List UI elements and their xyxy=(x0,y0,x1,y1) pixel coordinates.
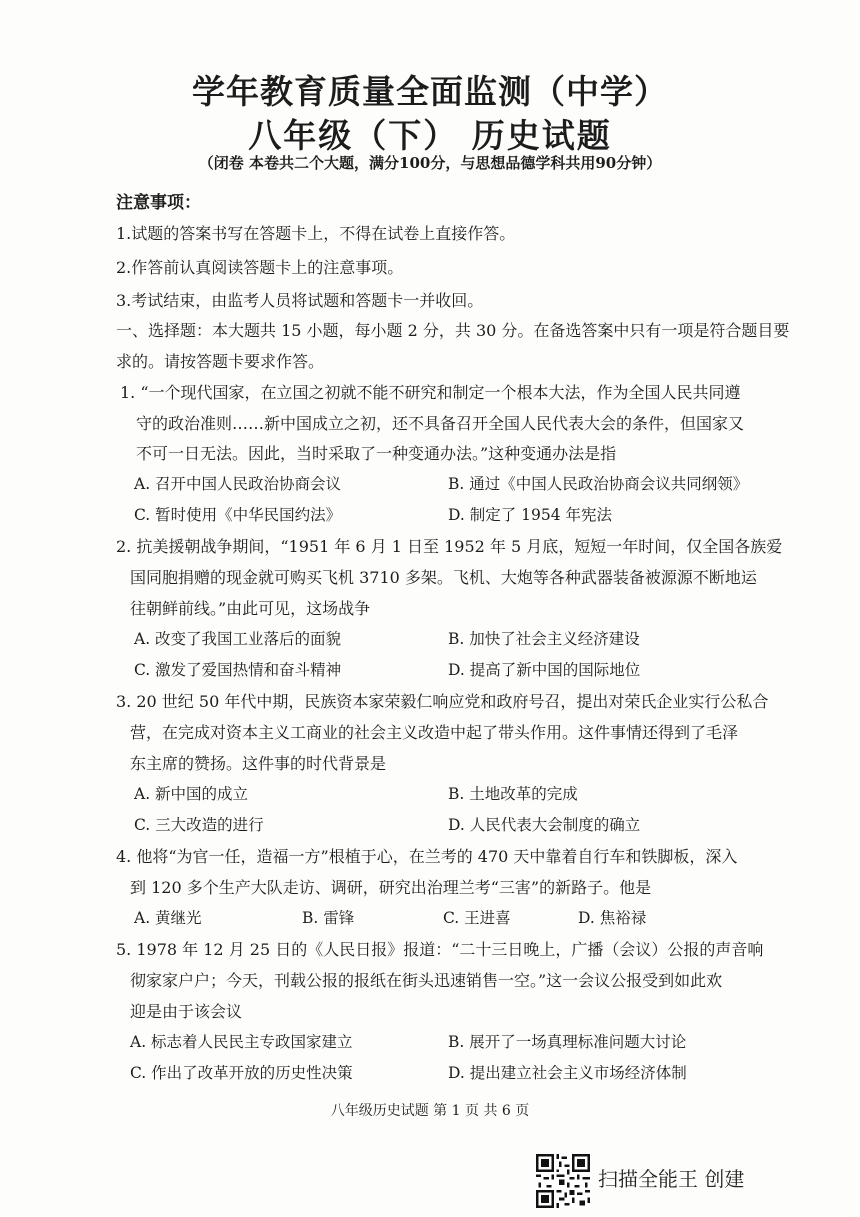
question-2-option-c: C. 激发了爱国热情和奋斗精神 xyxy=(134,661,342,679)
question-5-option-d: D. 提出建立社会主义市场经济体制 xyxy=(448,1064,687,1082)
question-4-option-b: B. 雷锋 xyxy=(302,909,355,927)
question-1-text: 不可一日无法。因此，当时采取了一种变通办法。”这种变通办法是指 xyxy=(136,444,617,463)
notice-item: 2.作答前认真阅读答题卡上的注意事项。 xyxy=(116,258,404,277)
section-heading: 一、选择题：本大题共 15 小题，每小题 2 分，共 30 分。在备选答案中只有一项是符合题目要 xyxy=(116,321,790,340)
notice-heading: 注意事项： xyxy=(116,193,201,213)
question-3-text: 营，在完成对资本主义工商业的社会主义改造中起了带头作用。这件事情还得到了毛泽 xyxy=(130,723,739,742)
question-1-option-d: D. 制定了 1954 年宪法 xyxy=(448,506,613,524)
question-3-text: 3. 20 世纪 50 年代中期，民族资本家荣毅仁响应党和政府号召，提出对荣氏企业实行公私合 xyxy=(116,692,769,711)
question-2-text: 国同胞捐赠的现金就可购买飞机 3710 多架。飞机、大炮等各种武器装备被源源不断地运 xyxy=(130,568,757,587)
question-4-text: 到 120 多个生产大队走访、调研，研究出治理兰考“三害”的新路子。他是 xyxy=(130,878,652,897)
question-2-text: 往朝鲜前线。”由此可见，这场战争 xyxy=(130,599,371,618)
question-2-option-b: B. 加快了社会主义经济建设 xyxy=(448,630,640,648)
question-1-option-a: A. 召开中国人民政治协商会议 xyxy=(134,475,342,493)
question-3-option-d: D. 人民代表大会制度的确立 xyxy=(448,816,641,834)
question-5-option-a: A. 标志着人民民主专政国家建立 xyxy=(130,1033,353,1051)
section-heading-cont: 求的。请按答题卡要求作答。 xyxy=(116,352,325,371)
question-5-text: 迎是由于该会议 xyxy=(130,1002,243,1021)
question-4-text: 4. 他将“为官一任，造福一方”根植于心，在兰考的 470 天中靠着自行车和铁脚板，深入 xyxy=(116,847,738,866)
question-4-option-d: D. 焦裕禄 xyxy=(578,909,647,927)
question-1-text: 守的政治准则……新中国成立之初，还不具备召开全国人民代表大会的条件，但国家又 xyxy=(136,414,745,433)
notice-item: 1.试题的答案书写在答题卡上，不得在试卷上直接作答。 xyxy=(116,224,516,243)
question-3-option-b: B. 土地改革的完成 xyxy=(448,785,578,803)
exam-subtitle: 八年级（下） 历史试题 xyxy=(248,116,612,155)
question-2-option-d: D. 提高了新中国的国际地位 xyxy=(448,661,641,679)
question-4-option-a: A. 黄继光 xyxy=(134,909,202,927)
question-5-option-c: C. 作出了改革开放的历史性决策 xyxy=(130,1064,353,1082)
page-footer: 八年级历史试题 第 1 页 共 6 页 xyxy=(330,1103,530,1119)
exam-title: 学年教育质量全面监测（中学） xyxy=(192,72,668,111)
question-2-text: 2. 抗美援朝战争期间，“1951 年 6 月 1 日至 1952 年 5 月底，短短一年时间，仅全国各族爱 xyxy=(116,537,783,556)
question-5-text: 彻家家户户；今天，刊载公报的报纸在街头迅速销售一空。”这一会议公报受到如此欢 xyxy=(130,971,723,990)
qr-code-icon xyxy=(536,1154,590,1208)
question-3-option-a: A. 新中国的成立 xyxy=(134,785,249,803)
question-4-option-c: C. 王进喜 xyxy=(443,909,511,927)
question-3-option-c: C. 三大改造的进行 xyxy=(134,816,264,834)
exam-instructions: （闭卷 本卷共二个大题，满分100分，与思想品德学科共用90分钟） xyxy=(198,154,662,172)
question-1-option-c: C. 暂时使用《中华民国约法》 xyxy=(134,506,342,524)
question-2-option-a: A. 改变了我国工业落后的面貌 xyxy=(134,630,342,648)
question-5-text: 5. 1978 年 12 月 25 日的《人民日报》报道：“二十三日晚上，广播（会议）公报的声音响 xyxy=(116,940,764,959)
watermark-text: 扫描全能王 创建 xyxy=(598,1167,745,1191)
question-3-text: 东主席的赞扬。这件事的时代背景是 xyxy=(130,754,387,773)
question-5-option-b: B. 展开了一场真理标准问题大讨论 xyxy=(448,1033,687,1051)
question-1-option-b: B. 通过《中国人民政治协商会议共同纲领》 xyxy=(448,475,749,493)
notice-item: 3.考试结束，由监考人员将试题和答题卡一并收回。 xyxy=(116,291,484,310)
question-1-text: 1. “一个现代国家，在立国之初就不能不研究和制定一个根本大法，作为全国人民共同遵 xyxy=(120,383,741,402)
